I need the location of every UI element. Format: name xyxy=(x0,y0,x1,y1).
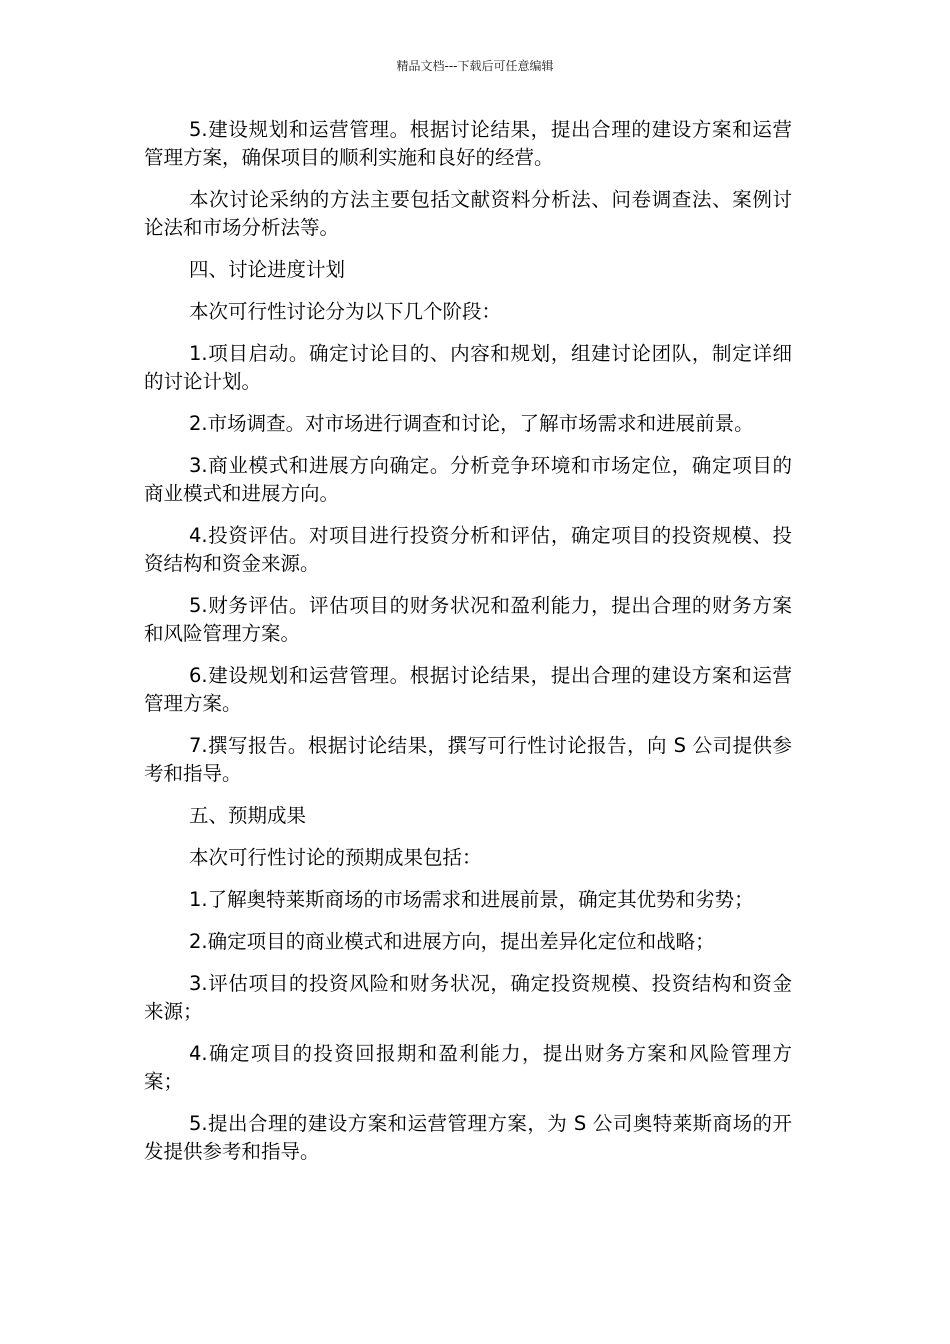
list-item-result-4: 4.确定项目的投资回报期和盈利能力，提出财务方案和风险管理方案； xyxy=(144,1042,792,1093)
list-item-result-5: 5.提出合理的建设方案和运营管理方案，为 S 公司奥特莱斯商场的开发提供参考和指导。 xyxy=(144,1112,792,1163)
document-body xyxy=(144,116,792,1180)
list-item-stage-5: 5.财务评估。评估项目的财务状况和盈利能力，提出合理的财务方案和风险管理方案。 xyxy=(144,594,792,645)
paragraph-methods: 本次讨论采纳的方法主要包括文献资料分析法、问卷调查法、案例讨论法和市场分析法等。 xyxy=(144,188,792,239)
section-heading-schedule: 四、讨论进度计划 xyxy=(189,258,346,281)
list-item-result-3: 3.评估项目的投资风险和财务状况，确定投资规模、投资结构和资金来源； xyxy=(144,972,792,1023)
list-item-result-2: 2.确定项目的商业模式和进展方向，提出差异化定位和战略； xyxy=(189,930,715,953)
section-heading-expected-results: 五、预期成果 xyxy=(189,804,307,827)
page-header: 精品文档---下载后可任意编辑 xyxy=(396,59,554,73)
list-item-stage-7: 7.撰写报告。根据讨论结果，撰写可行性讨论报告，向 S 公司提供参考和指导。 xyxy=(144,734,792,785)
list-item-stage-2: 2.市场调查。对市场进行调查和讨论，了解市场需求和进展前景。 xyxy=(189,412,754,435)
list-item-stage-6: 6.建设规划和运营管理。根据讨论结果，提出合理的建设方案和运营管理方案。 xyxy=(144,664,792,715)
paragraph-results-intro: 本次可行性讨论的预期成果包括： xyxy=(189,846,482,869)
paragraph-stages-intro: 本次可行性讨论分为以下几个阶段： xyxy=(189,300,502,323)
list-item-result-1: 1.了解奥特莱斯商场的市场需求和进展前景，确定其优势和劣势； xyxy=(189,888,754,911)
paragraph-construction-planning: 5.建设规划和运营管理。根据讨论结果，提出合理的建设方案和运营管理方案，确保项目的顺利实施和良好的经营。 xyxy=(144,118,792,169)
list-item-stage-3: 3.商业模式和进展方向确定。分析竞争环境和市场定位，确定项目的商业模式和进展方向。 xyxy=(144,454,792,505)
list-item-stage-1: 1.项目启动。确定讨论目的、内容和规划，组建讨论团队，制定详细的讨论计划。 xyxy=(144,342,792,393)
list-item-stage-4: 4.投资评估。对项目进行投资分析和评估，确定项目的投资规模、投资结构和资金来源。 xyxy=(144,524,792,575)
